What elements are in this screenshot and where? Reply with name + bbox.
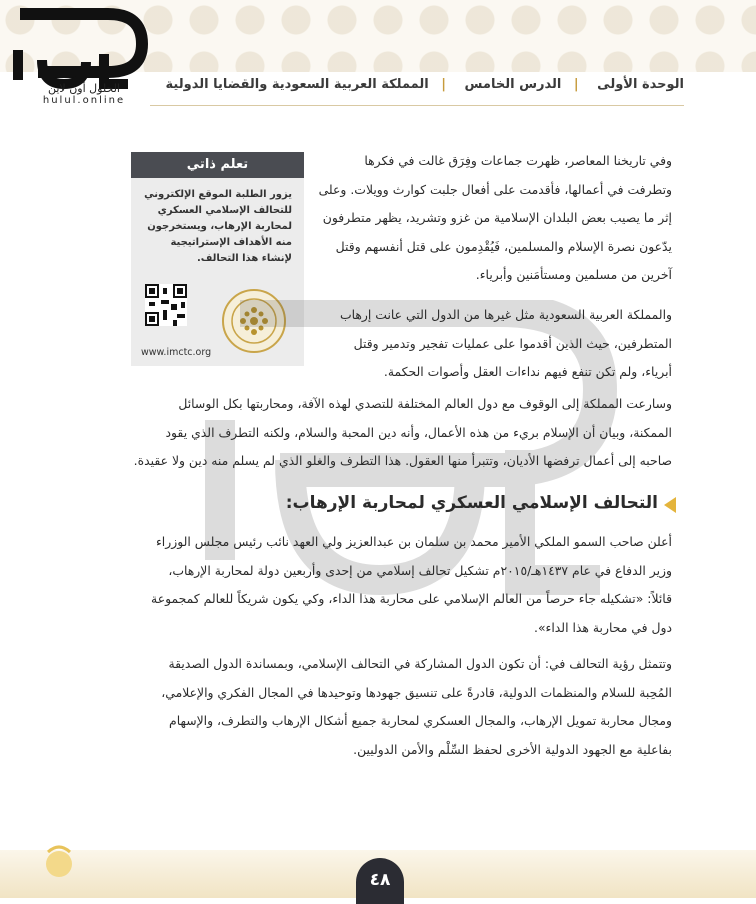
text-line: دول في محاربة هذا الداء».: [534, 619, 672, 635]
header-separator: |: [573, 77, 579, 92]
corner-ornament-icon: [42, 842, 76, 882]
page-number: ٤٨: [356, 858, 404, 904]
topic-label: المملكة العربية السعودية والقضايا الدولية: [165, 77, 429, 92]
text-line: آخرين من مسلمين ومستأمَنين وأبرياء.: [475, 267, 672, 283]
paragraph-3: [128, 390, 672, 476]
text-line: والمملكة العربية السعودية مثل غيرها من الدول التي عانت إرهاب: [339, 307, 672, 322]
section-paragraph-2: [126, 650, 672, 764]
text-line: أعلن صاحب السمو الملكي الأمير محمد بن سلمان بن عبدالعزيز ولي العهد نائب رئيس مجلس الوزراء: [155, 534, 672, 549]
text-line: وتتمثل رؤية التحالف في: أن تكون الدول المشاركة في التحالف الإسلامي، وبمساندة الدول الصديقة: [168, 656, 672, 671]
header-separator: |: [441, 77, 447, 92]
paragraph-2: [318, 301, 672, 387]
text-line: ومجال محاربة تمويل الإرهاب، والمجال العسكري لمحاربة جميع أشكال الإرهاب والتطرف، والإسهام: [169, 713, 672, 729]
self-learning-title: تعلم ذاتي: [131, 152, 304, 178]
section-arrow-icon: [664, 497, 676, 513]
text-line: قائلاً: «تشكيله جاء حرصاً من العالم الإسلامي على محاربة هذا الداء، وكي يكون شريكاً للعالم كمجموعة: [151, 591, 672, 607]
self-learning-text: يزور الطلبة الموقع الإلكتروني للتحالف الإسلامي العسكري لمحاربة الإرهاب، ويستخرجون منه الأهداف الإستراتيجية لإنشاء هذا التحالف.: [144, 189, 292, 264]
text-line: صاحبه إلى أعمال ترفضها الأديان، وتتبرأ منها العقول. هذا التطرف والغلو الذي لم يسلم منه دين ولا عقيدة.: [133, 453, 672, 469]
text-line: إثر ما يصيب بعض البلدان الإسلامية من غزو وتشريد، يظهر متطرفون: [322, 210, 672, 226]
qr-code-icon[interactable]: [145, 284, 187, 326]
header-divider: [150, 105, 684, 106]
section-paragraph-1: [126, 528, 672, 642]
text-line: المُحِبة للسلام والمنظمات الدولية، قادرةً على تنسيق جهودها وتوحيدها في المجال الفكري والإعلامي،: [161, 684, 672, 700]
text-line: وزير الدفاع في عام ١٤٣٧هـ/٢٠١٥م تشكيل تحالف إسلامي من إحدى وأربعين دولة لمحاربة الإرهاب،: [168, 562, 672, 578]
text-line: الممكنة، وبيان أن الإسلام بريء من هذه الأعمال، وأنه دين المحبة والسلام، ولكنه التطرف الذي يقود: [165, 424, 672, 440]
text-line: وتطرفت في أعمالها، فأقدمت على أفعال جلبت كوارث وويلات. وعلى: [318, 181, 672, 197]
website-link[interactable]: www.imctc.org: [141, 347, 212, 358]
logo-tagline: الحلول أون لاين: [48, 82, 120, 95]
unit-label: الوحدة الأولى: [597, 77, 684, 92]
text-line: بفاعلية مع الجهود الدولية الأخرى لحفظ السِّلْم والأمن الدوليين.: [353, 741, 672, 757]
text-line: المتطرفين، حيث الذين أقدموا على عمليات تفجير وتدمير وقتل: [353, 335, 672, 351]
section-title: التحالف الإسلامي العسكري لمحاربة الإرهاب:: [285, 493, 658, 513]
text-line: أبرياء، ولم تكن تنفع فيهم نداءات العقل وأصوات الحكمة.: [383, 364, 672, 380]
text-line: يدّعون نصرة الإسلام والمسلمين، فَيُقْدِمون على قتل أنفسهم وقتل: [335, 238, 672, 254]
paragraph-1: [318, 147, 672, 290]
lesson-label: الدرس الخامس: [464, 77, 562, 92]
text-line: وسارعت المملكة إلى الوقوف مع دول العالم المختلفة للتصدي لهذه الآفة، ومحاربتها بكل الوسائل: [178, 396, 672, 411]
page-header: [140, 77, 684, 101]
text-line: وفي تاريخنا المعاصر، ظهرت جماعات وفِرَق غالت في فكرها: [364, 153, 672, 168]
logo-latin-text: hulul.online: [42, 95, 126, 106]
